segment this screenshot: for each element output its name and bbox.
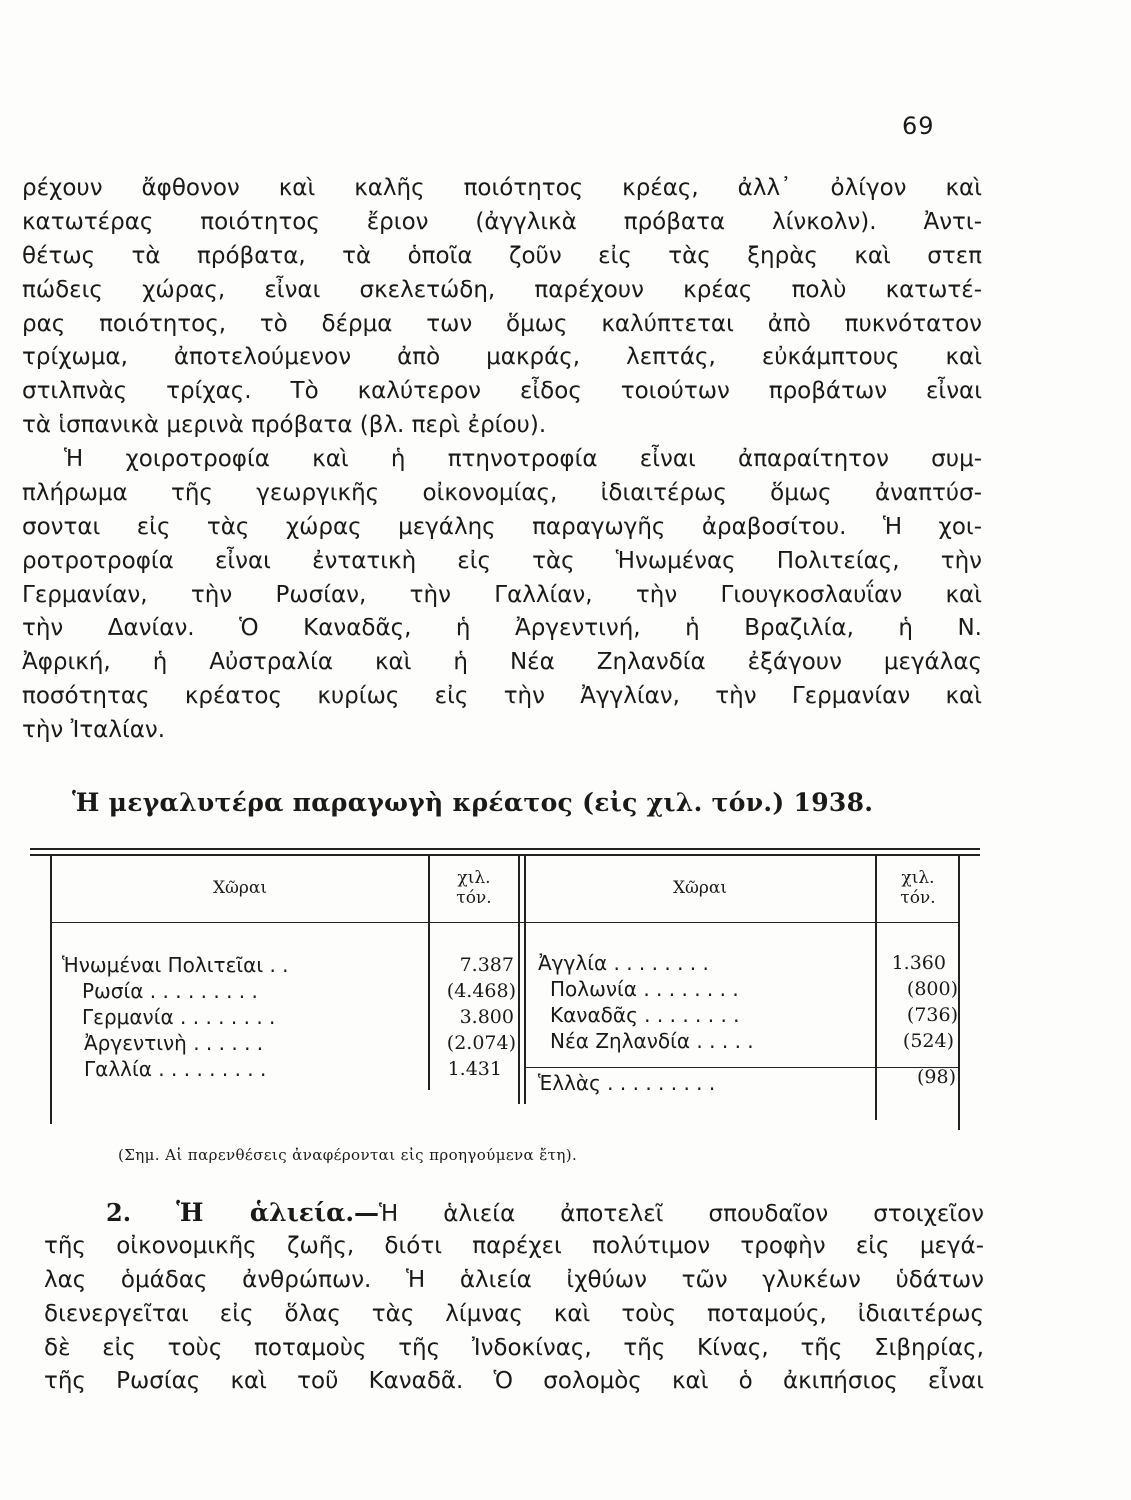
text-line: πλήρωμα τῆς γεωργικῆς οἰκονομίας, ἰδιαιτέρως ὅμως ἀναπτύσ- [22, 479, 982, 506]
text-line: στιλπνὰς τρίχας. Τὸ καλύτερον εἶδος τοιούτων προβάτων εἶναι [22, 378, 982, 405]
text-line: τῆς Ρωσίας καὶ τοῦ Καναδᾶ. Ὁ σολομὸς καὶ ὁ ἀκιπήσιος εἶναι [44, 1368, 984, 1395]
table-row [526, 950, 958, 976]
header-unit-left [432, 868, 516, 908]
country-value: (2.074) [446, 1032, 516, 1054]
header-unit-right [878, 868, 958, 908]
header-unit-left-2: τόν. [456, 888, 492, 908]
country-name: Ρωσία . . . . . . . . . [82, 979, 258, 1003]
table-row [526, 1002, 958, 1028]
text-line: Ἀφρική, ἡ Αὐστραλία καὶ ἡ Νέα Ζηλανδία ἐξάγουν μεγάλας [22, 649, 982, 676]
table-row [526, 1028, 958, 1054]
country-value: 1.360 [891, 952, 946, 974]
text-line: ρας ποιότητος, τὸ δέρμα των ὅμως καλύπτεται ἀπὸ πυκνότατον [22, 310, 982, 337]
section-first-line: Ἡ ἁλιεία ἀποτελεῖ σπουδαῖον στοιχεῖον [379, 1201, 985, 1227]
country-value: 3.800 [459, 1006, 514, 1028]
table-row [30, 1004, 520, 1030]
text-line: διενεργεῖται εἰς ὅλας τὰς λίμνας καὶ τοὺς ποταμούς, ἰδιαιτέρως [44, 1300, 984, 1327]
country-value: 7.387 [459, 954, 514, 976]
text-line: θέτως τὰ πρόβατα, τὰ ὁποῖα ζοῦν εἰς τὰς ξηρὰς καὶ στεπ [22, 242, 982, 269]
section-number: 2. [106, 1198, 132, 1227]
section-fishing [44, 1196, 984, 1399]
text-line: τὴν Ἰταλίαν. [22, 717, 166, 744]
text-line: δὲ εἰς τοὺς ποταμοὺς τῆς Ἰνδοκίνας, τῆς Κίνας, τῆς Σιβηρίας, [44, 1334, 984, 1361]
table-title [72, 788, 873, 817]
text-line: τῆς οἰκονομικῆς ζωῆς, διότι παρέχει πολύτιμον τροφὴν εἰς μεγά- [44, 1232, 984, 1259]
page-number: 69 [902, 112, 935, 140]
intro-paragraph [22, 172, 982, 443]
country-name: Γαλλία . . . . . . . . . [84, 1057, 267, 1081]
text-line: πώδεις χώρας, εἶναι σκελετώδη, παρέχουν κρέας πολὺ κατωτέ- [22, 276, 982, 303]
country-name: Ἀγγλία . . . . . . . . [538, 951, 709, 975]
text-line: λας ὁμάδας ἀνθρώπων. Ἡ ἁλιεία ἰχθύων τῶν γλυκέων ὑδάτων [44, 1266, 984, 1293]
country-name: Ἡνωμέναι Πολιτεῖαι . . [62, 953, 289, 977]
table-right-border [958, 854, 960, 1130]
header-countries-left: Χῶραι [212, 878, 268, 898]
table-row [30, 1056, 520, 1082]
header-unit-right-1: χιλ. [901, 868, 935, 888]
header-unit-right-2: τόν. [900, 888, 936, 908]
text-line: κατωτέρας ποιότητος ἔριον (ἀγγλικὰ πρόβατα λίνκολν). Ἀντι- [22, 208, 982, 235]
table-row [30, 978, 520, 1004]
country-value: (4.468) [446, 980, 516, 1002]
table-row [30, 1030, 520, 1056]
second-paragraph [22, 443, 982, 748]
country-value: (800) [906, 978, 958, 1000]
text-line: τὴν Δανίαν. Ὁ Καναδᾶς, ἡ Ἀργεντινή, ἡ Βραζιλία, ἡ Ν. [22, 615, 982, 642]
table-top-rule-2 [30, 854, 980, 856]
header-unit-left-1: χιλ. [457, 868, 491, 888]
text-line: ρέχουν ἄφθονον καὶ καλῆς ποιότητος κρέας, ἀλλ᾽ ὀλίγον καὶ [22, 175, 982, 201]
text-line: ροτροτροφία εἶναι ἐντατικὴ εἰς τὰς Ἡνωμένας Πολιτείας, τὴν [22, 547, 982, 574]
table-note: (Σημ. Αἱ παρενθέσεις ἀναφέρονται εἰς προηγούμενα ἔτη). [118, 1146, 578, 1164]
text-line: ποσότητας κρέατος κυρίως εἰς τὴν Ἀγγλίαν, τὴν Γερμανίαν καὶ [22, 683, 982, 710]
section-heading-line [44, 1196, 984, 1230]
country-name: Καναδᾶς . . . . . . . . [550, 1003, 740, 1027]
text-line: τὰ ἱσπανικὰ μερινὰ πρόβατα (βλ. περὶ ἐρίου). [22, 412, 547, 439]
country-value: (524) [902, 1030, 954, 1052]
table-title-text: Ἡ μεγαλυτέρα παραγωγὴ κρέατος (εἰς χιλ. τόν.) [72, 788, 785, 817]
section-title: Ἡ ἁλιεία.— [176, 1198, 380, 1227]
country-value: (98) [916, 1066, 956, 1088]
country-value: 1.431 [447, 1058, 502, 1080]
header-countries-right: Χῶραι [672, 878, 728, 898]
text-line: Γερμανίαν, τὴν Ρωσίαν, τὴν Γαλλίαν, τὴν Γιουγκοσλαυΐαν καὶ [22, 581, 982, 608]
table-row [526, 976, 958, 1002]
table-row [526, 1066, 958, 1096]
country-name: Πολωνία . . . . . . . . [550, 977, 739, 1001]
country-name: Γερμανία . . . . . . . . [82, 1005, 276, 1029]
country-name: Νέα Ζηλανδία . . . . . [550, 1029, 754, 1053]
table-row [30, 952, 520, 978]
text-line: τρίχωμα, ἀποτελούμενον ἀπὸ μακράς, λεπτάς, εὐκάμπτους καὶ [22, 344, 982, 371]
text-line: Ἡ χοιροτροφία καὶ ἡ πτηνοτροφία εἶναι ἀπαραίτητον συμ- [64, 446, 982, 472]
country-value: (736) [906, 1004, 958, 1026]
meat-production-table [30, 840, 990, 1140]
country-name: Ἑλλὰς . . . . . . . . . [538, 1071, 716, 1095]
table-year: 1938. [793, 788, 874, 817]
right-subtotal-rule [526, 1067, 958, 1068]
table-top-rule [30, 848, 980, 850]
header-underline [52, 922, 958, 923]
text-line: σονται εἰς τὰς χώρας μεγάλης παραγωγῆς ἀραβοσίτου. Ἡ χοι- [22, 513, 982, 540]
country-name: Ἀργεντινὴ . . . . . . [84, 1031, 264, 1055]
